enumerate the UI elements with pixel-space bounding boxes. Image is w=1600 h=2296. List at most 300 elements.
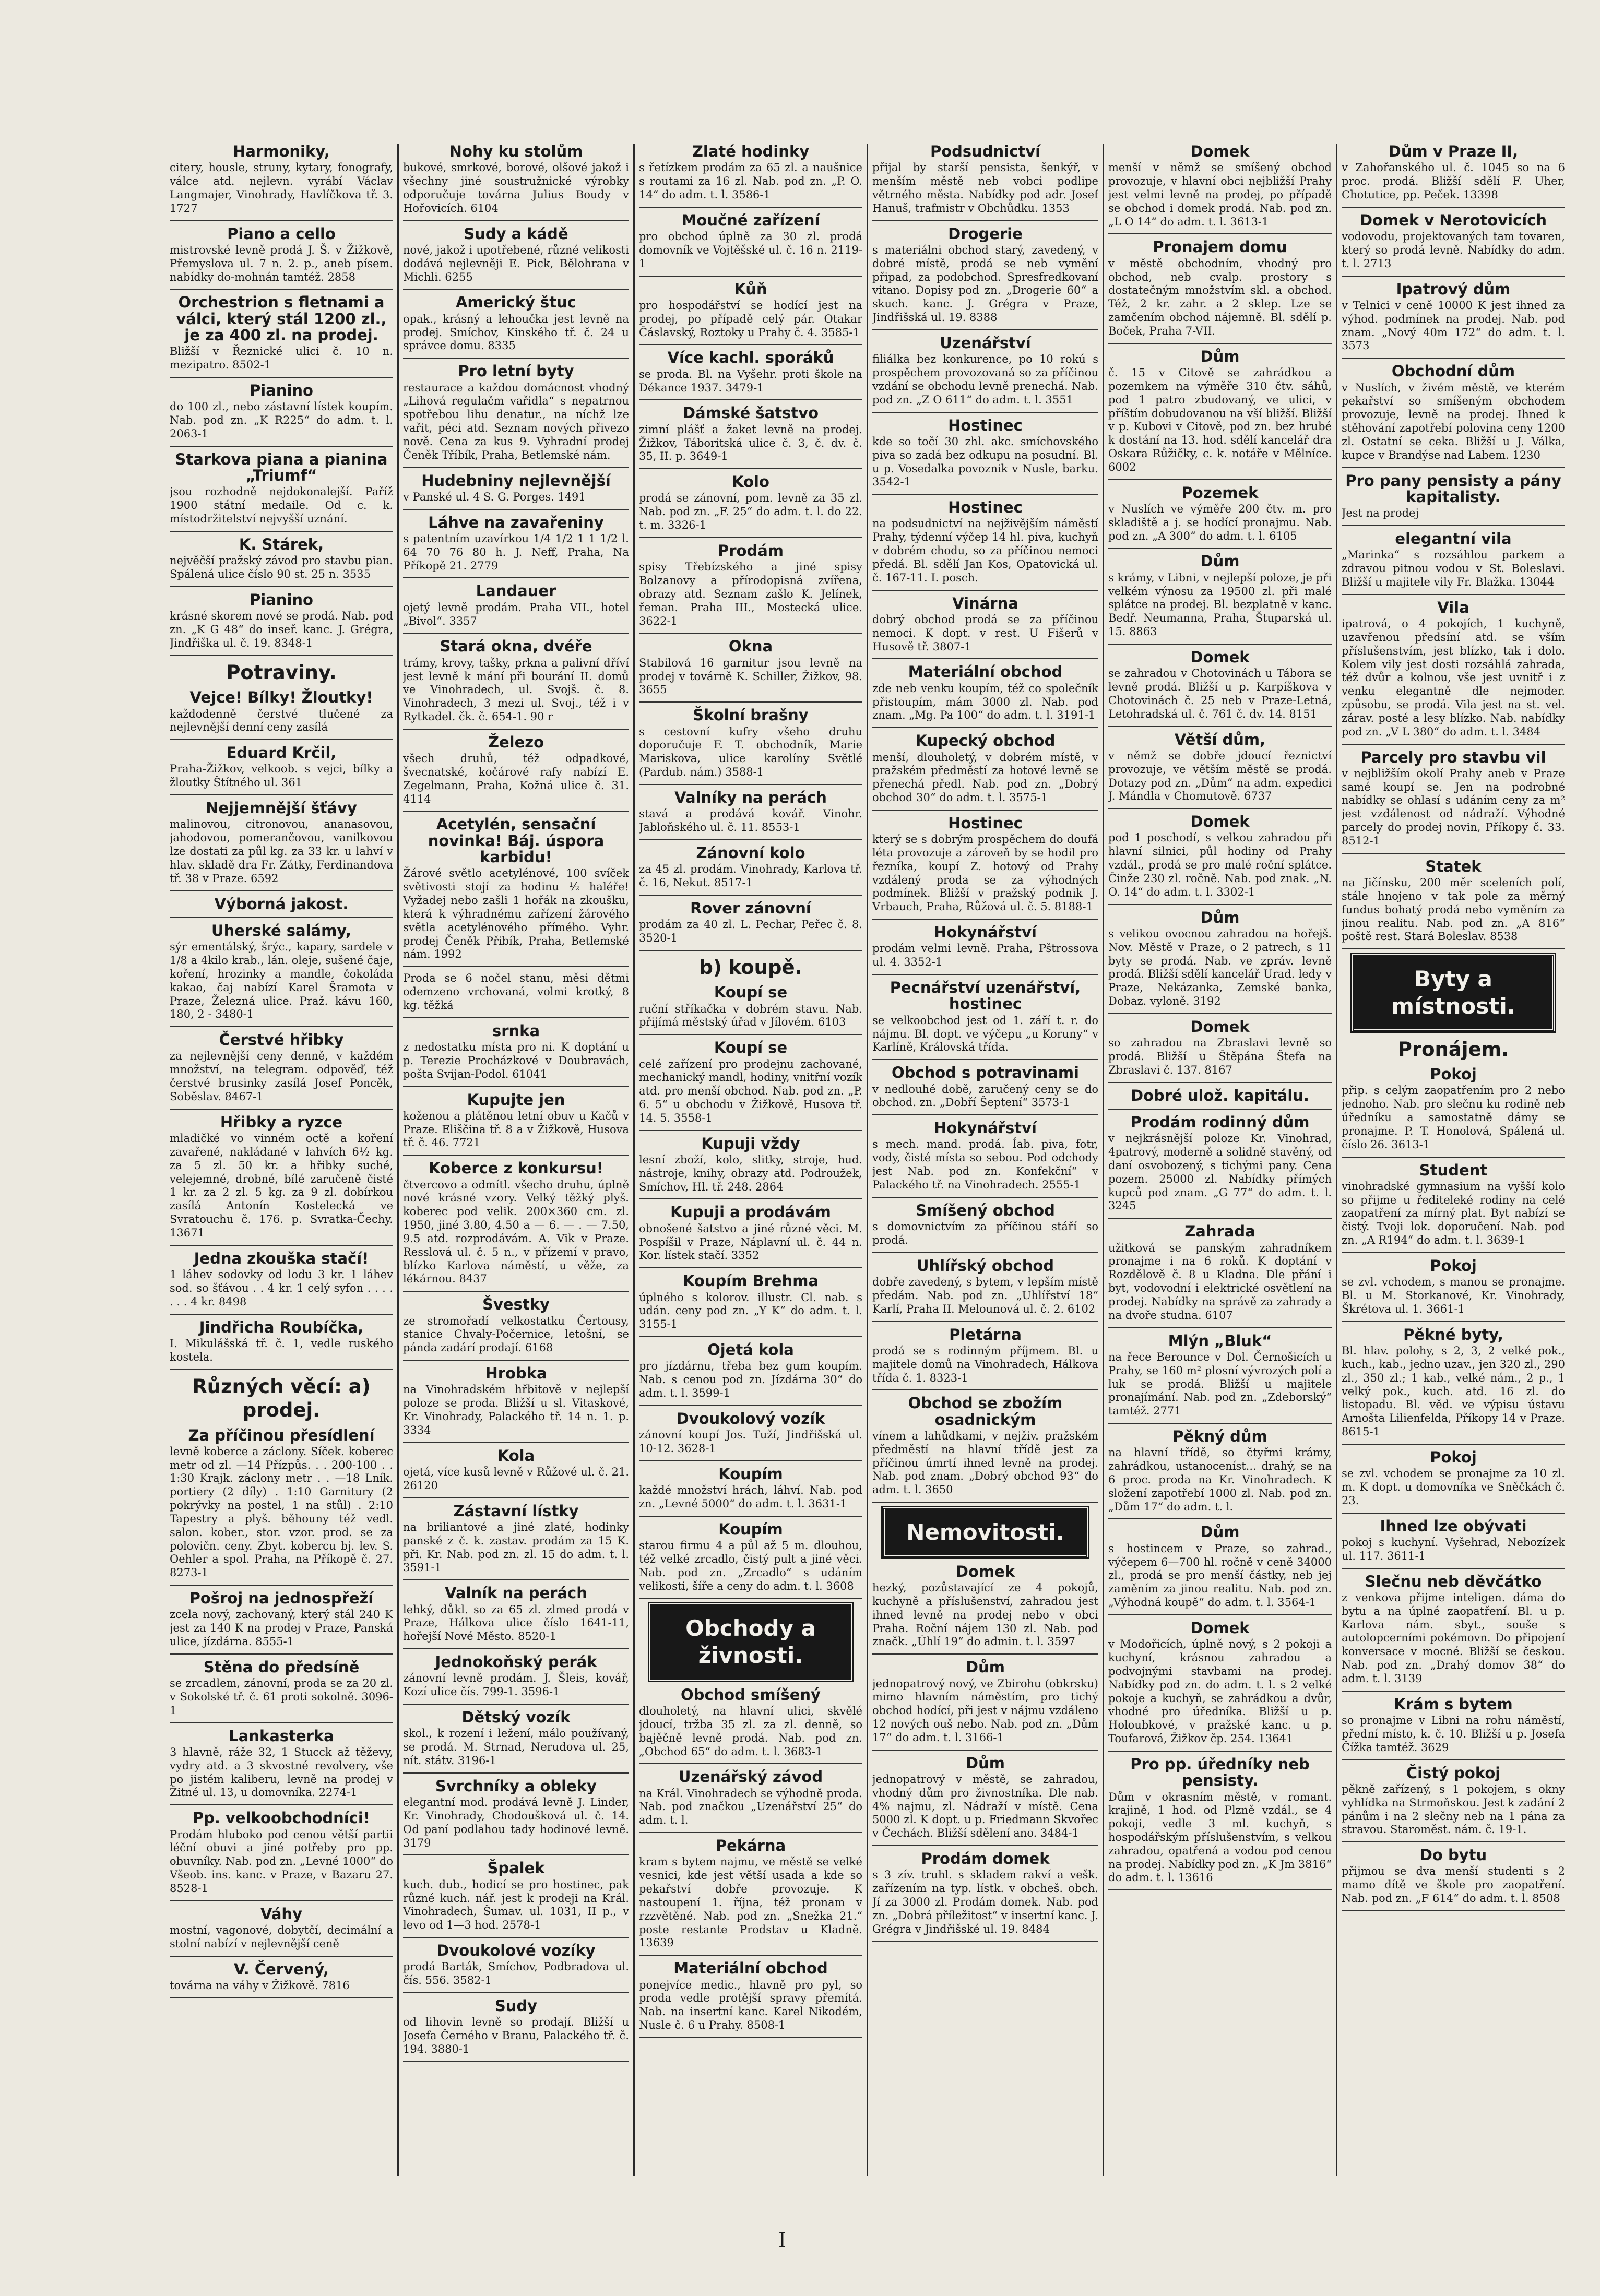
ad-heading: Domek bbox=[1190, 1619, 1250, 1637]
ad-separator bbox=[403, 1291, 629, 1292]
classified-ad bbox=[403, 1503, 629, 1575]
ad-heading: Rover zánovní bbox=[690, 899, 811, 917]
classified-ad bbox=[639, 405, 862, 463]
classified-ad bbox=[1342, 144, 1565, 202]
ad-separator bbox=[403, 729, 629, 730]
ad-text: Dům v okrasním městě, v romant. krajině, 1 hod. od Plzně vzdál., se 4 pokoji, vedle 3 ml. kuchyň, s hospodářským příslušenstvím, s velkou zahradou, opatřená a vodou pod cenou na prodej. Nabídky pod zn. „K Jm 3816“ do adm. t. l. 13616 bbox=[1108, 1790, 1332, 1884]
ad-text: Stabilová 16 garnitur jsou levně na prodej v továrně K. Schiller, Žižkov, 98. 3655 bbox=[639, 656, 862, 696]
ad-separator bbox=[1108, 1889, 1332, 1890]
ad-separator bbox=[170, 1997, 393, 1998]
ad-heading: Obchod se zbožím osadnickým bbox=[908, 1394, 1063, 1429]
ad-text: každodenně čerstvé tlučené za nejlevnější denní ceny zasílá bbox=[170, 707, 393, 734]
ad-text: Prodám hluboko pod cenou větší partii léční obuvi a jiné potřeby pro pp. obuvníky. Nab. pod zn. „Levné 1000“ do Všeob. ins. kanc. v Praze, v Bazaru 27. 8528-1 bbox=[170, 1828, 393, 1895]
classified-ad bbox=[872, 1755, 1098, 1840]
ad-separator bbox=[1342, 525, 1565, 526]
classified-ad bbox=[639, 638, 862, 697]
ad-text: přijal by starší pensista, šenkýř, v menším městě neb vobci podlipe větrného města. Nabídky pod adr. Josef Hanuš, trafmistr v Obchůdku. 1353 bbox=[872, 161, 1098, 215]
classified-ad bbox=[639, 1342, 862, 1400]
ad-heading: Váhy bbox=[260, 1905, 302, 1923]
ad-heading: Větší dům, bbox=[1174, 730, 1266, 748]
ad-text: v Nuslích, v živém městě, ve kterém pekařství so smíšeným obchodem provozuje, levně na prodej. Ihned k stěhování zapotřebí polovina ceny 1200 zl. Ostatní se ceka. Bližší u J. Válka, kupce v Brandýse nad Labem. 1230 bbox=[1342, 381, 1565, 461]
classified-ad bbox=[1108, 1524, 1332, 1609]
ad-text: na podsudnictví na nejživějším náměstí Prahy, týdenní výčep 14 hl. piva, kuchyň v dobrém chodu, so za příčinou nemoci předá. Bl. sdělí Jan Kos, Opatovická ul. č. 167-11. I. posch. bbox=[872, 517, 1098, 584]
ad-heading: Dvoukolový vozík bbox=[676, 1409, 825, 1427]
ad-heading: Landauer bbox=[476, 582, 556, 600]
ad-heading: Pošroj na jednospřeží bbox=[189, 1589, 374, 1608]
ad-heading: Jindřicha Roubíčka, bbox=[199, 1318, 364, 1336]
classified-ad bbox=[170, 923, 393, 1021]
classified-ad bbox=[872, 1258, 1098, 1316]
ad-separator bbox=[403, 1772, 629, 1774]
classified-ad bbox=[403, 583, 629, 628]
ad-text: vínem a lahůdkami, v nejživ. pražském předměstí na hlavní třídě jest za příčinou úmrtí ihned levně na prodej. Nab. pod znam. „Dobrý obchod 93“ do adm. t. l. 3650 bbox=[872, 1429, 1098, 1496]
ad-heading: Vila bbox=[1437, 598, 1469, 616]
classified-ad bbox=[1108, 1620, 1332, 1746]
ad-heading: Domek bbox=[955, 1562, 1015, 1580]
classified-ad bbox=[170, 451, 393, 526]
ad-heading: Dům bbox=[966, 1658, 1005, 1676]
ad-text: restaurace a každou domácnost vhodný „Lihová regulačm vařidla“ s nepatrnou spotřebou lihu denatur., na níchž lze vařit, péci atd. Seznam nových přivezo nově. Cena za kus 9. Vyhradní prodej Čeněk Tříbík, Praha, Betlemské nám. bbox=[403, 381, 629, 461]
ad-text: levně koberce a záclony. Síček. koberec metr od zl. —14 Přízpůs. . . 200-100 . . 1:30 Krajk. záclony metr . . —18 Lník. portiery (2 díly) . 1:10 Garnitury (2 pokrývky na postel, 1 na stůl) . 2:10 Tapestry a plyš. běhouny též vedl. salon. kober., stor. vzor. prod. se za polovičn. ceny. Zbyt. kobercu bj. lev. S. Oehler a spol. Praha, na Příkopě č. 27. 8273-1 bbox=[170, 1445, 393, 1579]
ad-text: v městě obchodním, vhodný pro obchod, neb cvalp. prostory s dostatečným množstvím skl. a obchod. Též, 2 kr. zahr. a 2 sklep. Lze se zamčením obchod nájemně. Bl. sdělí p. Boček, Praha 7-VII. bbox=[1108, 257, 1332, 337]
ad-separator bbox=[170, 377, 393, 378]
classified-ad bbox=[639, 845, 862, 890]
ad-separator bbox=[1108, 904, 1332, 905]
classified-ad bbox=[403, 816, 629, 961]
ad-text: pokoj s kuchyní. Vyšehrad, Nebozízek ul. 117. 3611-1 bbox=[1342, 1536, 1565, 1562]
ad-heading: Láhve na zavařeniny bbox=[428, 513, 604, 531]
ad-text: Jest na prodej bbox=[1342, 507, 1419, 520]
ad-text: malinovou, citronovou, ananasovou, jahodovou, pomerančovou, vanilkovou lze dostati za půl kg. za 33 kr. u lahví v hlav. skladě dra Fr. Zátky, Ferdinandova tř. 38 v Praze. 6592 bbox=[170, 818, 393, 885]
ad-text: koženou a plátěnou letní obuv u Kačů v Praze. Eliščina tř. 8 a v Žižkově, Husova tř. č. 46. 7721 bbox=[403, 1109, 629, 1149]
ad-separator bbox=[1342, 358, 1565, 359]
ad-heading: Vinárna bbox=[952, 594, 1018, 612]
ad-text: pěkně zařízený, s 1 pokojem, s okny vyhlídka na Strmoňskou. Jest k zadání 2 pánům i na 2 slečny neb na 1 pána za stravou. Staroměst. nám. č. 19-1. bbox=[1342, 1782, 1565, 1836]
ad-heading: Pro pany pensisty a pány kapitalisty. bbox=[1345, 471, 1561, 506]
ad-separator bbox=[639, 839, 862, 840]
classified-ad bbox=[170, 1728, 393, 1800]
ad-separator bbox=[170, 1653, 393, 1655]
classified-ad bbox=[403, 1998, 629, 2056]
ad-separator bbox=[639, 1130, 862, 1131]
ad-text: se proda. Bl. na Vyšehr. proti škole na Dékance 1937. 3479-1 bbox=[639, 367, 862, 394]
ad-heading: Koberce z konkursu! bbox=[429, 1159, 603, 1177]
ad-heading: Dům bbox=[1200, 347, 1240, 365]
ad-text: v Panské ul. 4 S. G. Porges. 1491 bbox=[403, 490, 586, 503]
ad-heading: Podsudnictví bbox=[930, 144, 1041, 160]
ad-separator bbox=[1342, 948, 1565, 949]
classified-ad bbox=[170, 1590, 393, 1649]
ad-text: s cestovní kufry všeho druhu doporučuje F. T. obchodník, Marie Mariskova, ulice karolíny Světlé (Pardub. nám.) 3588-1 bbox=[639, 725, 862, 778]
ad-separator bbox=[1342, 207, 1565, 208]
classified-ad bbox=[170, 1319, 393, 1364]
ad-heading: Domek bbox=[1190, 648, 1250, 666]
ad-heading: Čistý pokoj bbox=[1406, 1764, 1501, 1782]
classified-ad bbox=[403, 515, 629, 573]
classified-ad bbox=[639, 350, 862, 395]
ad-heading: Pokoj bbox=[1430, 1065, 1477, 1084]
ad-separator bbox=[639, 1336, 862, 1337]
classified-ad bbox=[1108, 553, 1332, 638]
ad-heading: Valník na perách bbox=[445, 1584, 587, 1602]
ad-heading: Zlaté hodinky bbox=[692, 144, 810, 160]
ad-separator bbox=[872, 1252, 1098, 1253]
ad-text: prodám za 40 zl. L. Pechar, Peřec č. 8. 3520-1 bbox=[639, 918, 862, 944]
ad-separator bbox=[403, 966, 629, 967]
ad-heading: Výborná jakost. bbox=[214, 895, 349, 913]
ad-heading: Pokoj bbox=[1430, 1256, 1477, 1275]
ad-separator bbox=[1342, 853, 1565, 854]
column-4 bbox=[872, 144, 1098, 2176]
ad-separator bbox=[170, 1900, 393, 1901]
ad-text: mostní, vagonové, dobytčí, decimální a stolní nabízí v nejlevnější ceně bbox=[170, 1924, 393, 1950]
ad-heading: Dům bbox=[1200, 552, 1240, 570]
classified-ad bbox=[170, 745, 393, 790]
classified-ad bbox=[403, 1654, 629, 1699]
ad-text: ojetá, více kusů levně v Růžové ul. č. 21. 26120 bbox=[403, 1465, 629, 1492]
ad-separator bbox=[170, 1956, 393, 1957]
ad-heading: Hřibky a ryzce bbox=[220, 1113, 343, 1131]
ad-text: čtvercovo a odmítl. všecho druhu, úplně nové krásné vzory. Velký těžký plyš. koberec pod velik. 200×360 cm. zl. 1950, jiné 3.80, 4.50 a — 6. — . — 7.50, 9.5 atd. rozprodávám. A. Vik v Praze. Resslová ul. č. 5 n., v přízemí v pravo, blízko Karlova náměstí, u věže, za lékárnou. 8437 bbox=[403, 1178, 629, 1286]
classified-ad bbox=[1342, 1162, 1565, 1247]
ad-heading: Mlýn „Bluk“ bbox=[1168, 1331, 1272, 1350]
ad-separator bbox=[872, 412, 1098, 413]
ad-text: nové, jakož i upotřebené, různé velikosti dodává nejlevněji E. Pick, Bělohrana v Michli. 6255 bbox=[403, 243, 629, 283]
ad-text: dobře zavedený, s bytem, v lepším místě předám. Nab. pod zn. „Uhlířství 18“ Karlí, Praha II. Melounová ul. č. 2. 6102 bbox=[872, 1276, 1098, 1315]
ad-text: jednopatrový v městě, se zahradou, vhodný dům pro živnostníka. Dle nab. 4% najmu, zl. Nádraží v místě. Cena 5000 zl. K dopt. u p. Friedmann Skvořec v Čechách. Bližší sdělení ano. 3484-1 bbox=[872, 1772, 1098, 1840]
ad-separator bbox=[170, 289, 393, 290]
classified-ad bbox=[170, 592, 393, 650]
classified-ad bbox=[1108, 1333, 1332, 1418]
ad-separator bbox=[1108, 548, 1332, 549]
ad-heading: Ihned lze obývati bbox=[1380, 1517, 1527, 1535]
ad-text: s mech. mand. prodá. Íab. piva, fotr, vody, čisté místa so sebou. Pod odchody jest Nab. pod zn. Konfekční“ v Palackého tř. na Vinohradech. 2555-1 bbox=[872, 1138, 1098, 1191]
ad-heading: srnka bbox=[492, 1021, 540, 1040]
classified-ad bbox=[1108, 910, 1332, 1008]
ad-text: Praha-Žižkov, velkoob. s vejci, bílky a žloutky Štítného ul. 361 bbox=[170, 763, 393, 789]
ad-text: krásné skorem nové se prodá. Nab. pod zn. „K G 48“ do inseř. kanc. J. Grégra, Jindřiška ul. č. 19. 8348-1 bbox=[170, 610, 393, 649]
ad-separator bbox=[639, 950, 862, 951]
ad-heading: Koupím bbox=[718, 1465, 783, 1483]
ad-text: spisy Třebízského a jiné spisy Bolzanovy a přírodopisná zvířena, obrazy atd. Seznam zašlo K. Jelínek, řeman. Praha III., Mostecká ulice. 3622-1 bbox=[639, 561, 862, 627]
classified-ad bbox=[1342, 859, 1565, 944]
ad-heading: Dům bbox=[1200, 1523, 1240, 1541]
classified-ad bbox=[403, 1585, 629, 1644]
ad-separator bbox=[403, 467, 629, 468]
ad-separator bbox=[872, 919, 1098, 920]
column-rule bbox=[867, 144, 868, 2176]
ad-heading: Školní brašny bbox=[693, 706, 809, 724]
ad-heading: Slečnu neb děvčátko bbox=[1365, 1572, 1542, 1590]
classified-ad bbox=[403, 734, 629, 806]
ad-heading: Obchodní dům bbox=[1391, 362, 1515, 380]
classified-ad bbox=[1108, 1114, 1332, 1213]
ad-separator bbox=[1108, 1423, 1332, 1424]
ad-separator bbox=[403, 1497, 629, 1498]
ad-separator bbox=[639, 2037, 862, 2038]
ad-separator bbox=[872, 658, 1098, 659]
ad-separator bbox=[639, 468, 862, 469]
ad-separator bbox=[1342, 1910, 1565, 1911]
classified-ad bbox=[639, 1521, 862, 1593]
ad-text: se zrcadlem, zánovní, proda se za 20 zl. v Sokolské tř. č. 61 proti sokolně. 3096-1 bbox=[170, 1677, 393, 1717]
ad-text: z venkova přijme inteligen. dáma do bytu a na úplné zaopatření. Bl. u p. Karlova nám. sbyt., souše s autolopcerními pokémovn. Do připojení konversace v mocné. Bližší se českou. Nab. pod zn. „Drahý domov 38“ do adm. t. l. 3139 bbox=[1342, 1591, 1565, 1685]
ad-heading: Dvoukolové vozíky bbox=[436, 1942, 596, 1960]
ad-text: v Zahořanského ul. č. 1045 so na 6 proc. prodá. Bližší sdělí F. Uher, Chotutice, pp. Peček. 13398 bbox=[1342, 161, 1565, 201]
ad-separator bbox=[872, 494, 1098, 495]
ad-heading: Dětský vozík bbox=[461, 1708, 571, 1727]
ad-text: 3 hlavně, ráže 32, 1 Stucck až těževy, vydry atd. a 3 skvostné revolvery, vše po jistém kaliberu, levně na prodej v Žitné ul. 13, u domovníka. 2274-1 bbox=[170, 1746, 393, 1799]
ad-text: prodá se zánovní, pom. levně za 35 zl. Nab. pod zn. „F. 25“ do adm. t. l. do 22. t. m. 3326-1 bbox=[639, 492, 862, 532]
ad-separator bbox=[639, 1460, 862, 1461]
ad-separator bbox=[639, 1516, 862, 1517]
classified-ad bbox=[872, 1564, 1098, 1649]
ad-separator bbox=[1342, 1444, 1565, 1445]
ad-separator bbox=[403, 1854, 629, 1855]
ad-separator bbox=[872, 1845, 1098, 1846]
ad-heading: Hostinec bbox=[948, 498, 1023, 517]
ad-text: trámy, krovy, tašky, prkna a palivní dříví jest levně k mání při bourání II. domů ve Vinohradech, ul. Svojš. č. 8. Vinohradech, 3 mezi ul. Svoj., též i v Rytkadel. čk. č. 654-1. 90 r bbox=[403, 656, 629, 723]
ad-text: „Marinka“ s rozsáhlou parkem a zdravou pitnou vodou v St. Boleslavi. Bližší u majitele vily Fr. Blažka. 13044 bbox=[1342, 549, 1565, 588]
ad-separator bbox=[872, 1059, 1098, 1060]
ad-separator bbox=[1342, 276, 1565, 277]
ad-separator bbox=[872, 1750, 1098, 1751]
classified-ad bbox=[170, 144, 393, 216]
classified-ad bbox=[639, 900, 862, 945]
classified-ad bbox=[403, 1160, 629, 1286]
ad-separator bbox=[1342, 1841, 1565, 1842]
classified-ad bbox=[403, 473, 629, 504]
classified-ad bbox=[403, 363, 629, 462]
classified-ad bbox=[170, 294, 393, 372]
ad-text: pro hospodářství se hodící jest na prodej, po případě celý pár. Otakar Čáslavský, Roztoky u Prahy č. 4. 3585-1 bbox=[639, 299, 862, 339]
classified-ad bbox=[1342, 473, 1565, 520]
ad-heading: Krám s bytem bbox=[1394, 1695, 1513, 1713]
ad-separator bbox=[1342, 1691, 1565, 1692]
ad-heading: Materiální obchod bbox=[908, 663, 1063, 681]
ad-separator bbox=[170, 890, 393, 891]
ad-heading: Orchestrion s fletnami a válci, který stál 1200 zl., je za 400 zl. na prodej. bbox=[176, 293, 387, 344]
classified-ad bbox=[872, 1851, 1098, 1936]
ad-heading: Kupuji a prodávám bbox=[670, 1203, 831, 1221]
ad-text: s patentním uzavírkou 1/4 1/2 1 1 1/2 l. 64 70 76 80 h. J. Neff, Praha, Na Příkopě 21. 2779 bbox=[403, 532, 629, 572]
ad-heading: K. Stárek, bbox=[239, 535, 324, 553]
classified-ad bbox=[1342, 1327, 1565, 1439]
classified-ad bbox=[872, 1395, 1098, 1497]
ad-separator bbox=[1108, 479, 1332, 480]
ad-separator bbox=[639, 344, 862, 345]
ad-heading: Hrobka bbox=[485, 1364, 547, 1383]
ad-text: s 3 zív. truhl. s skladem rakví a vešk. zařízením na typ. lístk. v obcheš. obch. Jí za 3000 zl. Prodám domek. Nab. pod zn. „Dobrá příležitost“ v insertní kanc. J. Grégra v Jindřišské ul. 19. 8484 bbox=[872, 1869, 1098, 1935]
classified-ad bbox=[639, 1204, 862, 1263]
ad-text: starou firmu 4 a půl až 5 m. dlouhou, též velké zrcadlo, čistý pult a jiné věci. Nab. pod zn. „Zrcadlo“ s udáním velikosti, šíře a ceny do adm. t. l. 3608 bbox=[639, 1539, 862, 1592]
ad-heading: Acetylén, sensační novinka! Báj. úspora karbidu! bbox=[428, 815, 605, 866]
classified-ad bbox=[1108, 349, 1332, 474]
classified-ad bbox=[872, 1203, 1098, 1247]
ad-text: všech druhů, též odpadkové, švecnatské, kočárové rafy nabízí E. Zegelmann, Praha, Kožná ulice č. 31. 4114 bbox=[403, 752, 629, 805]
ad-separator bbox=[403, 1579, 629, 1580]
ad-text: s velikou ovocnou zahradou na hořejš. Nov. Městě v Praze, o 2 patrech, s 11 byty se prodá. Nab. ve zpráv. levně prodá. Bližší sdělí kancelář Urad. ledy v Praze, Nekázanka, Zemské banka, Dobaz. vyloně. 3192 bbox=[1108, 927, 1332, 1008]
classified-ad bbox=[639, 281, 862, 340]
ad-separator bbox=[639, 276, 862, 277]
ad-separator bbox=[170, 1722, 393, 1723]
ad-separator bbox=[1342, 467, 1565, 468]
ad-heading: Piano a cello bbox=[227, 224, 336, 243]
classified-ad bbox=[872, 1065, 1098, 1110]
ad-heading: Jednokoňský perák bbox=[435, 1653, 597, 1671]
ad-separator bbox=[403, 289, 629, 290]
ad-heading: Svrchníky a obleky bbox=[435, 1777, 597, 1795]
ad-separator bbox=[403, 509, 629, 510]
ad-heading: Koupím Brehma bbox=[682, 1272, 819, 1290]
ad-heading: Sudy a kádě bbox=[464, 224, 568, 243]
ad-heading: Pp. velkoobchodníci! bbox=[192, 1809, 371, 1827]
ad-separator bbox=[639, 701, 862, 703]
ad-heading: Pro pp. úředníky neb pensisty. bbox=[1130, 1755, 1310, 1790]
ad-separator bbox=[170, 1369, 393, 1370]
ad-separator bbox=[1342, 1568, 1565, 1569]
classified-ad bbox=[403, 1448, 629, 1493]
ad-text: elegantní mod. prodává levně J. Linder, Kr. Vinohrady, Chodoušková ul. č. 14. Od paní podlahou tady hodinové levně. 3179 bbox=[403, 1796, 629, 1849]
ad-text: obnošené šatstvo a jiné různé věci. M. Pospíšil v Praze, Náplavní ul. č. 44 n. Kor. lístek stačí. 3352 bbox=[639, 1222, 862, 1262]
ad-text: bukové, smrkové, borové, olšové jakož i všechny jiné soustružnické výrobky odporučuje továrna Julius Boudy v Hořovicích. 6104 bbox=[403, 161, 629, 215]
ad-heading: Domek bbox=[1190, 813, 1250, 831]
classified-ad bbox=[639, 212, 862, 271]
section-banner-realestate: Nemovitosti. bbox=[883, 1507, 1088, 1557]
classified-ad bbox=[1108, 1019, 1332, 1077]
ad-separator bbox=[1108, 343, 1332, 344]
ad-separator bbox=[1108, 726, 1332, 727]
ad-text: kuch. dub., hodicí se pro hostinec, pak různé kuch. nář. jest k prodeji na Král. Vinohradech, Šumav. ul. 1031, II p., v levo od 1—3 hod. 2578-1 bbox=[403, 1878, 629, 1932]
ad-text: přijmou se dva menší studenti s 2 mamo dítě ve škole pro zaopatření. Nab. pod zn. „F 614“ do adm. t. l. 8508 bbox=[1342, 1865, 1565, 1905]
classified-ad bbox=[639, 543, 862, 628]
column-rule bbox=[1103, 144, 1104, 2176]
ad-text: továrna na váhy v Žižkově. 7816 bbox=[170, 1979, 350, 1992]
ad-separator bbox=[639, 537, 862, 538]
ad-text: s řetízkem prodám za 65 zl. a naušnice s routami za 16 zl. Nab. pod zn. „P. O. 14“ do adm. t. l. 3586-1 bbox=[639, 161, 862, 201]
ad-heading: Jedna zkouška stačí! bbox=[194, 1249, 369, 1267]
ad-heading: Lankasterka bbox=[229, 1727, 334, 1745]
ad-heading: Kůň bbox=[734, 280, 767, 298]
classified-ad bbox=[1108, 1223, 1332, 1322]
ad-separator bbox=[639, 1955, 862, 1956]
ad-separator bbox=[872, 1653, 1098, 1655]
classified-ad bbox=[1342, 531, 1565, 589]
classified-ad bbox=[170, 226, 393, 284]
ad-separator bbox=[639, 1832, 862, 1833]
ad-separator bbox=[639, 895, 862, 896]
classified-ad bbox=[170, 1906, 393, 1951]
ad-separator bbox=[403, 1442, 629, 1443]
ad-text: každé množství hrách, láhví. Nab. pod zn. „Levné 5000“ do adm. t. l. 3631-1 bbox=[639, 1484, 862, 1510]
ad-text: Žárové světlo acetylénové, 100 svíček světivosti stojí za hodinu ½ haléře! Vyžadej nebo zašli 1 hořák na zkoušku, která k výhradnému zařízení žárového světla acetylénového přímého. Vyhr. prodej Čeněk Přibík, Praha, Betlemské nám. 1992 bbox=[403, 867, 629, 961]
ad-separator bbox=[1108, 1218, 1332, 1219]
ad-text: na briliantové a jiné zlaté, hodinky panské z č. k. zastav. prodám za 15 K. při. Kr. Nab. pod zn. zl. 15 do adm. t. l. 3591-1 bbox=[403, 1520, 629, 1574]
ad-separator bbox=[1108, 644, 1332, 645]
ad-heading: Vejce! Bílky! Žloutky! bbox=[189, 688, 373, 707]
classified-ad bbox=[1342, 1847, 1565, 1906]
classified-ad bbox=[1108, 814, 1332, 899]
ad-heading: Hostinec bbox=[948, 814, 1023, 832]
column-1 bbox=[170, 144, 393, 2176]
ad-heading: Hokynářství bbox=[934, 923, 1037, 942]
ad-separator bbox=[1342, 1513, 1565, 1514]
classified-ad bbox=[1108, 1088, 1332, 1104]
ad-heading: Prodám rodinný dům bbox=[1130, 1113, 1310, 1132]
ad-heading: Hostinec bbox=[948, 416, 1023, 434]
classified-ad bbox=[1342, 1258, 1565, 1316]
ad-heading: Zahrada bbox=[1184, 1222, 1255, 1241]
classified-ad bbox=[872, 980, 1098, 1054]
page-mark: I bbox=[778, 2229, 787, 2252]
ad-heading: Stěna do předsíně bbox=[203, 1658, 360, 1676]
ad-text: prodá Barták, Smíchov, Podbradova ul. čís. 556. 3582-1 bbox=[403, 1960, 629, 1987]
classified-ad bbox=[872, 664, 1098, 722]
ad-separator bbox=[403, 1648, 629, 1649]
ad-heading: V. Červený, bbox=[234, 1960, 329, 1978]
ad-separator bbox=[639, 1405, 862, 1406]
ad-text: I. Mikulášská tř. č. 1, vedle ruského kostela. bbox=[170, 1337, 393, 1363]
ad-heading: Smíšený obchod bbox=[916, 1201, 1055, 1219]
ad-heading: Kolo bbox=[732, 473, 769, 491]
ad-text: dlouholetý, na hlavní ulici, skvělé jdoucí, tržba 35 zl. za zl. denně, so bajěčně levně prodá. Nab. pod zn. „Obchod 65“ do adm. t. l. 3683-1 bbox=[639, 1705, 862, 1758]
column-3 bbox=[639, 144, 862, 2176]
ad-text: se zvl. vchodem se pronajme za 10 zl. m. K dopt. u domovníka ve Sněčkách č. 23. bbox=[1342, 1467, 1565, 1507]
classified-ad bbox=[403, 1860, 629, 1932]
ad-heading: Harmoniky, bbox=[233, 144, 330, 160]
ad-separator bbox=[1342, 1252, 1565, 1253]
ad-separator bbox=[872, 974, 1098, 975]
classified-ad bbox=[403, 972, 629, 1012]
classified-ad bbox=[1342, 212, 1565, 271]
ad-heading: Moučné zařízení bbox=[681, 211, 820, 229]
ad-text: v Nuslích ve výměře 200 čtv. m. pro skladiště a j. se hodící pronajmu. Nab. pod zn. „A 300“ do adm. t. l. 6105 bbox=[1108, 502, 1332, 542]
ad-separator bbox=[639, 1598, 862, 1599]
ad-text: vodovodu, projektovaných tam tovaren, který so prodá levně. Nabídky do adm. t. l. 2713 bbox=[1342, 230, 1565, 270]
ad-separator bbox=[1108, 1751, 1332, 1752]
ad-text: s materiálni obchod starý, zavedený, v dobré místě, prodá se neb vymění připad, za podobchod. Spresfredkovaní vitano. Dopisy pod zn. „Drogerie 60“ a skuch. kanc. J. Grégra v Praze, Jindřišská ul. 19. 8388 bbox=[872, 243, 1098, 324]
classified-ad bbox=[403, 1365, 629, 1437]
section-banner-housing: Byty a místnosti. bbox=[1352, 954, 1555, 1031]
classified-ad bbox=[872, 335, 1098, 407]
ad-heading: Kupujte jen bbox=[467, 1090, 565, 1109]
ad-heading: Obchod s potravinami bbox=[891, 1064, 1080, 1082]
ad-heading: Hokynářství bbox=[934, 1119, 1037, 1137]
ad-separator bbox=[170, 531, 393, 532]
classified-ad bbox=[1342, 1696, 1565, 1755]
ad-separator bbox=[403, 1017, 629, 1018]
ad-separator bbox=[170, 586, 393, 587]
column-rule bbox=[1336, 144, 1337, 2176]
ad-text: Bližší v Řeznické ulici č. 10 n. mezipatro. 8502-1 bbox=[170, 345, 393, 372]
classified-ad bbox=[403, 1943, 629, 1988]
classified-ad bbox=[1108, 144, 1332, 229]
ad-separator bbox=[872, 1941, 1098, 1942]
ad-separator bbox=[872, 1389, 1098, 1390]
ad-text: stavá a prodává kovář. Vinohr. Jabloňského ul. č. 11. 8553-1 bbox=[639, 807, 862, 834]
ad-separator bbox=[872, 727, 1098, 728]
classified-ad bbox=[872, 815, 1098, 914]
ad-heading: Eduard Krčil, bbox=[226, 744, 337, 762]
ad-heading: Koupí se bbox=[714, 1039, 788, 1057]
classified-ad bbox=[639, 474, 862, 532]
ad-separator bbox=[403, 1360, 629, 1361]
ad-separator bbox=[639, 1763, 862, 1764]
ad-text: do 100 zl., nebo zástavní lístek koupím. Nab. pod zn. „K R225“ do adm. t. l. 2063-1 bbox=[170, 400, 393, 440]
ad-separator bbox=[170, 1314, 393, 1315]
ad-text: filiálka bez konkurence, po 10 rokú s prospěchem provozovaná so za příčinou vzdání se obchodu levně prenechá. Nab. pod zn. „Z O 611“ do adm. t. l. 3551 bbox=[872, 353, 1098, 406]
ad-separator bbox=[403, 1937, 629, 1938]
